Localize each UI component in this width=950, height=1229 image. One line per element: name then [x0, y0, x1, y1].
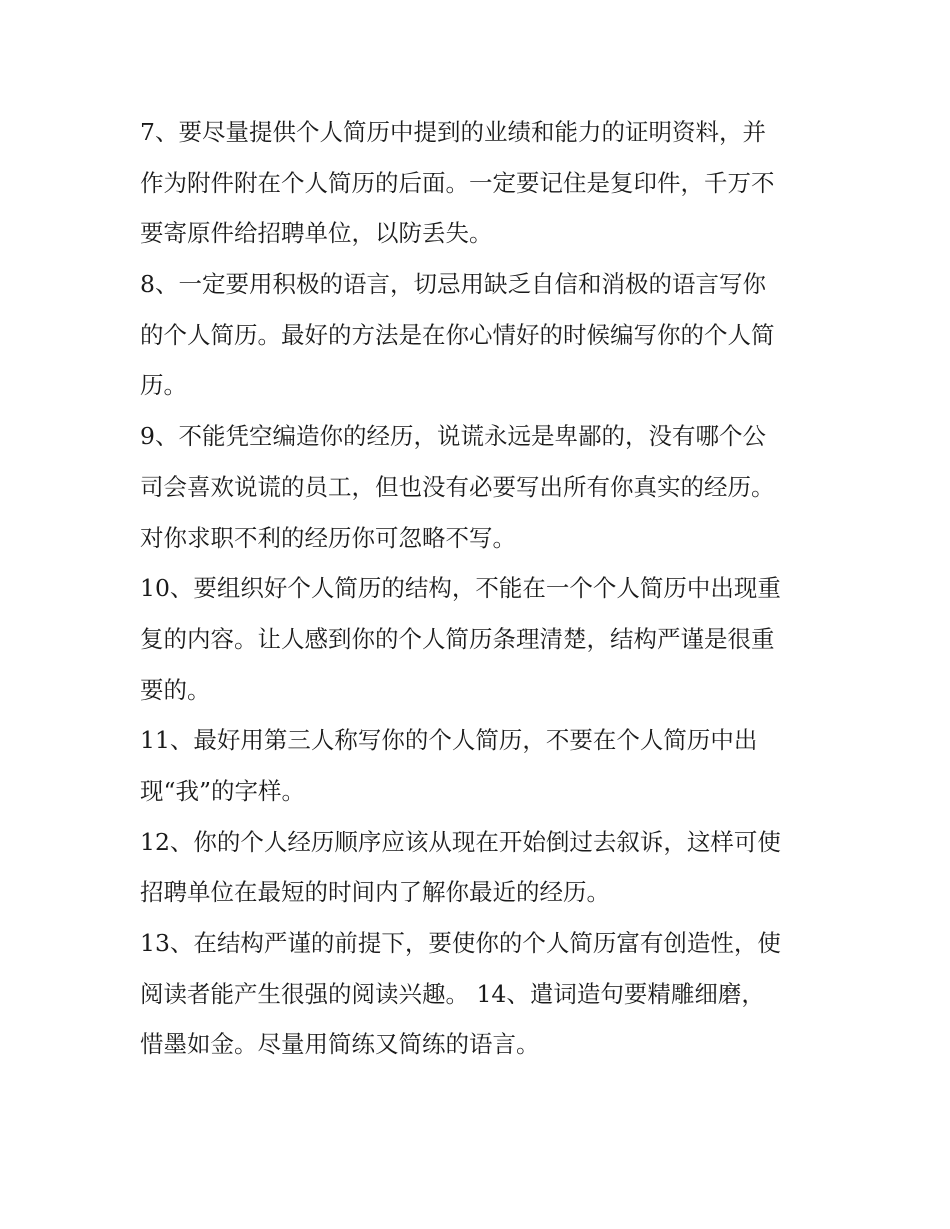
paragraph-line: 惜墨如金。尽量用简练又简练的语言。 — [140, 1030, 540, 1059]
paragraph-item-8 — [140, 259, 820, 411]
paragraph-line: 9、不能凭空编造你的经历，说谎永远是卑鄙的，没有哪个公 — [140, 422, 766, 451]
paragraph-line: 13、在结构严谨的前提下，要使你的个人简历富有创造性，使 — [140, 929, 781, 957]
paragraph-line: 要的。 — [140, 675, 211, 704]
paragraph-line: 7、要尽量提供个人简历中提到的业绩和能力的证明资料，并 — [140, 118, 766, 146]
paragraph-line: 现“我”的字样。 — [140, 776, 306, 805]
paragraph-line: 要寄原件给招聘单位，以防丢失。 — [140, 219, 493, 248]
document-body — [140, 107, 820, 1070]
paragraph-line: 作为附件附在个人简历的后面。一定要记住是复印件，千万不 — [140, 168, 775, 197]
paragraph-line: 阅读者能产生很强的阅读兴趣。 14、遣词造句要精雕细磨， — [140, 979, 765, 1008]
paragraph-line: 司会喜欢说谎的员工，但也没有必要写出所有你真实的经历。 — [140, 472, 775, 501]
paragraph-item-9 — [140, 411, 820, 563]
paragraph-line: 12、你的个人经历顺序应该从现在开始倒过去叙诉，这样可使 — [140, 827, 781, 856]
paragraph-line: 10、要组织好个人简历的结构，不能在一个个人简历中出现重 — [140, 574, 781, 603]
paragraph-item-12 — [140, 817, 820, 918]
paragraph-line: 历。 — [140, 371, 187, 400]
paragraph-line: 的个人简历。最好的方法是在你心情好的时候编写你的个人简 — [140, 320, 775, 349]
paragraph-line: 复的内容。让人感到你的个人简历条理清楚，结构严谨是很重 — [140, 624, 775, 653]
paragraph-item-10 — [140, 563, 820, 715]
paragraph-line: 招聘单位在最短的时间内了解你最近的经历。 — [140, 878, 610, 907]
paragraph-item-7 — [140, 107, 820, 259]
paragraph-item-13 — [140, 918, 820, 1070]
paragraph-line: 11、最好用第三人称写你的个人简历，不要在个人简历中出 — [140, 726, 758, 755]
paragraph-line: 对你求职不利的经历你可忽略不写。 — [140, 523, 516, 552]
paragraph-item-11 — [140, 715, 820, 816]
paragraph-line: 8、一定要用积极的语言，切忌用缺乏自信和消极的语言写你 — [140, 270, 766, 299]
